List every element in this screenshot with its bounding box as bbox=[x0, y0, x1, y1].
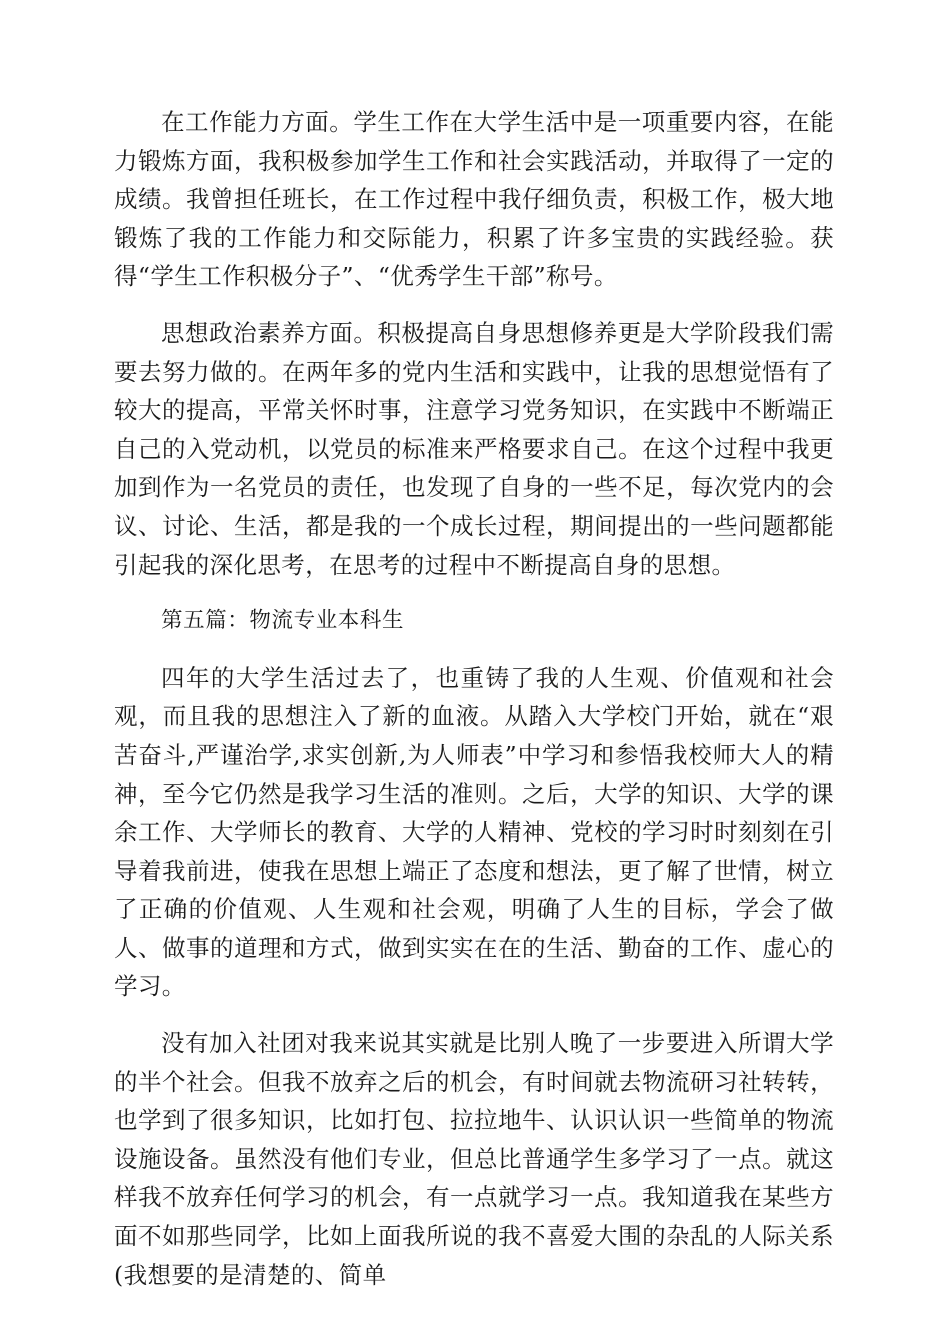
paragraph-work-ability: 在工作能力方面。学生工作在大学生活中是一项重要内容，在能力锻炼方面，我积极参加学生工作和社会实践活动，并取得了一定的成绩。我曾担任班长，在工作过程中我仔细负责，积极工作，极大地锻炼了我的工作能力和交际能力，积累了许多宝贵的实践经验。获得“学生工作积极分子”、“优秀学生干部”称号。 bbox=[114, 108, 834, 291]
paragraph-club: 没有加入社团对我来说其实就是比别人晚了一步要进入所谓大学的半个社会。但我不放弃之后的机会，有时间就去物流研习社转转，也学到了很多知识，比如打包、拉拉地牛、认识认识一些简单的物流设施设备。虽然没有他们专业，但总比普通学生多学习了一点。就这样我不放弃任何学习的机会，有一点就学习一点。我知道我在某些方面不如那些同学，比如上面我所说的我不喜爱大围的杂乱的人际关系(我想要的是清楚的、简单 bbox=[114, 1029, 834, 1289]
document-page bbox=[114, 103, 834, 1312]
paragraph-political-quality: 思想政治素养方面。积极提高自身思想修养更是大学阶段我们需要去努力做的。在两年多的党内生活和实践中，让我的思想觉悟有了较大的提高，平常关怀时事，注意学习党务知识，在实践中不断端正自己的入党动机，以党员的标准来严格要求自己。在这个过程中我更加到作为一名党员的责任，也发现了自身的一些不足，每次党内的会议、讨论、生活，都是我的一个成长过程，期间提出的一些问题都能引起我的深化思考，在思考的过程中不断提高自身的思想。 bbox=[114, 318, 834, 579]
paragraph-university-life: 四年的大学生活过去了，也重铸了我的人生观、价值观和社会观，而且我的思想注入了新的血液。从踏入大学校门开始，就在“艰苦奋斗,严谨治学,求实创新,为人师表”中学习和参悟我校师大人的精神，至今它仍然是我学习生活的准则。之后，大学的知识、大学的课余工作、大学师长的教育、大学的人精神、党校的学习时时刻刻在引导着我前进，使我在思想上端正了态度和想法，更了解了世情，树立了正确的价值观、人生观和社会观，明确了人生的目标，学会了做人、做事的道理和方式，做到实实在在的生活、勤奋的工作、虚心的学习。 bbox=[114, 663, 834, 1001]
section-heading: 第五篇：物流专业本科生 bbox=[161, 608, 405, 634]
